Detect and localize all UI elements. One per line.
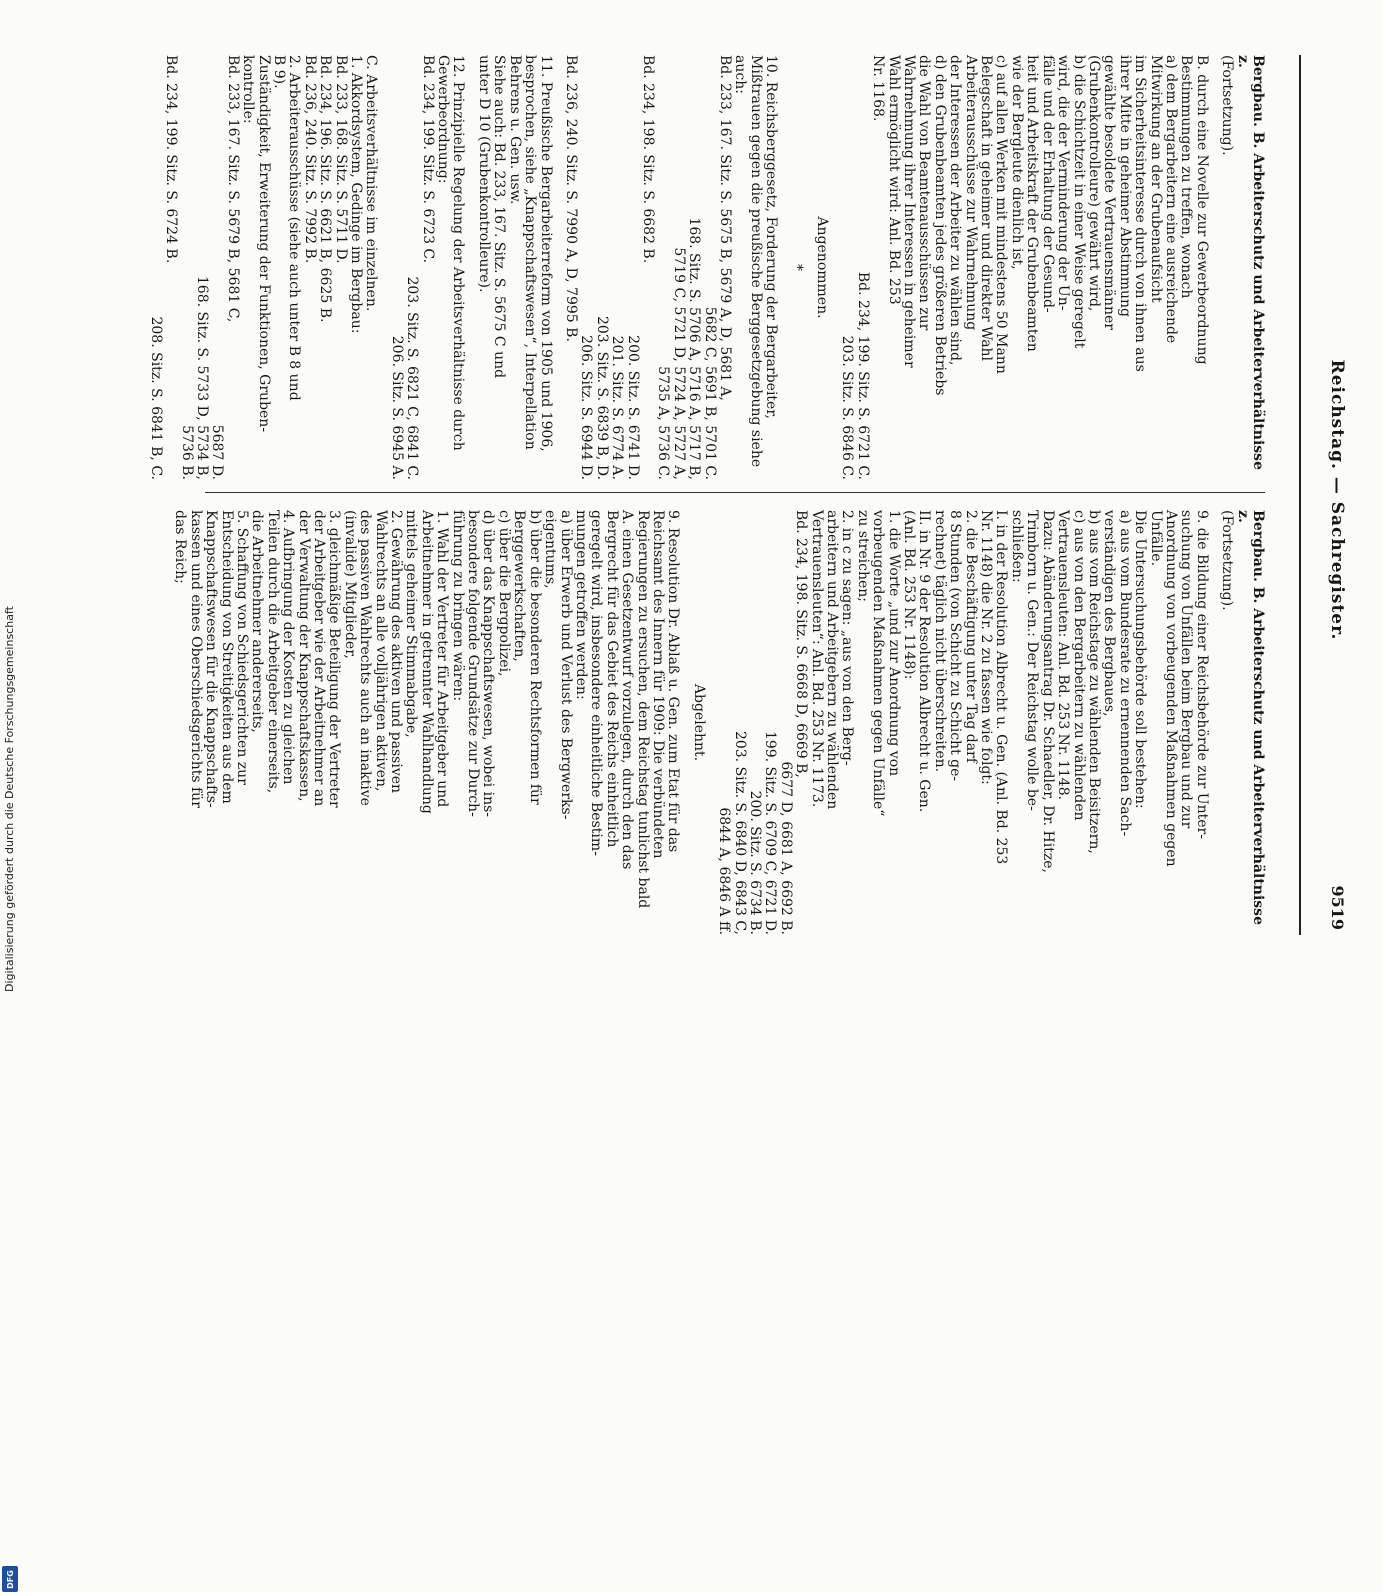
left-column-line: 168. Sitz. S. 5706 A, 5716 A, 5717 B, [686,217,703,480]
left-column-line: Bd. 234, 199. Sitz. S. 6724 B. [163,55,180,264]
right-column-line: (Anl. Bd. 253 Nr. 1148): [901,510,918,680]
left-column-line: Wahrnehmung ihrer Interessen in geheimer [901,55,918,368]
right-column-line: 9. die Bildung einer Reichsbehörde zur Unter- [1193,510,1210,839]
left-column-line: 11. Preußische Bergarbeiterreform von 1905 und 1906, [537,55,554,452]
left-column-line: 10. Reichsberggesetz, Forderung der Bergarbeiter, [763,55,780,419]
right-column-line: c) über die Bergpolizei, [495,510,512,677]
page-header [1313,70,1353,930]
left-column [147,55,1265,480]
right-column-line: geregelt wird, insbesondere einheitliche Bestim- [588,510,605,856]
left-column-line: Bd. 236, 240. Sitz. S. 7990 A, D, 7995 B. [562,55,579,342]
left-column-line: 203. Sitz. S. 6821 C, 6841 C. [404,276,421,480]
left-column-line: 5719 C, 5721 D, 5724 A, 5727 A, [670,247,687,480]
left-column-line: 5735 A, 5736 C. [655,366,672,480]
left-column-line: 201. Sitz. S. 6774 A. [609,335,626,480]
right-column-line: rechnet) täglich nicht überschreiten. [931,510,948,773]
right-column-line: verständigen des Bergbaues, [1101,510,1118,717]
page-number: 9519 [1328,885,1347,930]
left-column-line: auch: [732,55,749,94]
left-column-line: b) die Schichtzeit in einer Weise geregelt [1070,55,1087,349]
left-column-line: 203. Sitz. S. 6839 B, D. [593,315,610,480]
right-column-line: 2. Gewährung des aktiven und passiven [388,510,405,794]
left-column-line: 200. Sitz. S. 6741 D. [624,335,641,480]
right-column-line: Vertrauensleuten: Anl. Bd. 253 Nr. 1148. [1055,510,1072,801]
column-divider [205,492,1265,493]
left-column-line: a) dem Bergarbeitern eine ausreichende [1162,55,1179,344]
right-column-line: 4. Aufbringung der Kosten zu gleichen [280,510,297,785]
right-column-line: Unfälle. [1147,510,1164,567]
right-column-line: 6677 D, 6681 A, 6692 B. [777,761,794,935]
right-column-line: eigentums, [542,510,559,589]
left-column-line: Nr. 1168. [870,55,887,122]
left-column-line: d) den Grubenbeamten jedes größeren Betriebs [931,55,948,396]
left-column-line: unter D 10 (Grubenkontrolleure). [475,55,492,293]
left-column-line: Mißtrauen gegen die preußische Berggesetzgebung siehe [747,55,764,468]
left-column-line: 168. Sitz. S. 5733 D, 5734 B, [194,275,210,480]
left-column-line: B. durch eine Novelle zur Gewerbeordnung [1193,55,1210,365]
right-column-line: Abgelehnt. [690,683,707,762]
right-column-line: 1. Wahl der Vertreter für Arbeitgeber und [434,510,451,808]
right-column-line: c) aus von den Bergarbeitern zu wählenden [1070,510,1087,821]
left-column-line: wie der Bergleute dienlich ist, [1008,55,1025,270]
left-column-line: 12. Prinzipielle Regelung der Arbeitsverhältnisse durch [450,55,467,451]
right-column-line: führung zu bringen wären: [449,510,466,702]
left-column-line: 206. Sitz. S. 6945 A. [388,335,405,480]
left-column-line: (Grubenkontrolleure) gewährt wird, [1085,55,1102,312]
left-column-line: Bd. 233, 167. Sitz. S. 5675 B, 5679 A, D, 5681 A, [717,55,733,401]
left-column-line: gewählte besoldete Vertrauensmänner [1101,55,1118,330]
right-column-line: Dazu: Abänderungsantrag Dr. Schaedler, Dr. Hitze, [1039,510,1056,873]
left-column-line: 208. Sitz. S. 6841 B, C. [147,316,164,480]
right-column-line: Regierungen zu ersuchen, dem Reichstag tunlichst bald [634,510,651,909]
left-column-line: 5682 C, 5691 B, 5701 C. [701,306,718,480]
left-column-line: im Sicherheitsinteresse durch von ihnen aus [1132,55,1149,372]
left-column-line: kontrolle: [240,55,257,124]
right-column-line: kassen und eines Oberschiedsgerichts für [187,510,204,808]
funding-note: Digitalisierung gefördert durch die Deutsche Forschungsgemeinschaft [3,606,16,992]
right-column-line: b) aus vom Reichstage zu wählenden Beisitzern, [1085,510,1102,854]
right-column-line: schließen: [1008,510,1025,583]
left-column-line: Behrens u. Gen. usw. [506,55,523,205]
right-column-line: Reichsamt des Innern für 1909: Die verbündeten [649,510,666,859]
right-column-line: arbeitern und Arbeitgebern zu wählenden [824,510,841,810]
left-column-line: (Fortsetzung). [1219,55,1236,156]
right-column-line: Wahlrechts an alle volljährigen aktiven, [372,510,389,792]
right-column-line: Teilen durch die Arbeitgeber einerseits, [264,510,281,794]
right-column-line: A. einen Gesetzentwurf vorzulegen, durch den das [619,510,636,870]
left-column-line: Bd. 236, 240. Sitz. S. 7992 B. [301,55,318,264]
left-column-line: Arbeiterausschüsse zur Wahrnehmung [962,55,979,331]
right-column-line: b) über die besonderen Rechtsformen für [526,510,543,805]
right-column-line: 199. Sitz. S. 6709 C, 6721 D. [762,730,779,935]
left-column-line: Wahl ermöglicht wird: Anl. Bd. 253 [885,55,902,305]
right-column-line: a) über Erwerb und Verlust des Bergwerks- [557,510,574,820]
left-column-line: Angenommen. [814,216,831,319]
left-column-line: C. Arbeitsverhältnisse im einzelnen. [363,55,380,312]
right-column-line: 9. Resolution Dr. Ablaß u. Gen. zum Etat für das [665,510,682,853]
right-column-line: Bd. 234, 198. Sitz. S. 6668 D, 6669 B, [793,510,810,778]
left-column-line: Bd. 234, 198. Sitz. S. 6682 B. [639,55,656,264]
left-column-line: Bd. 233, 167. Sitz. S. 5679 B, 5681 C, [224,55,241,323]
left-column-line: 206. Sitz. S. 6944 D. [578,335,595,480]
right-column-line: Knappschaftswesen für die Knappschafts- [203,510,220,808]
right-column-line: besondere folgende Grundsätze zur Durch- [465,510,482,817]
right-column-line: die Arbeitnehmer andererseits, [249,510,266,733]
left-column-line: Gewerbeordnung: [435,55,452,184]
right-column-line: 5. Schaffung von Schiedsgerichten zur [234,510,250,785]
right-column-line: Entscheidung von Streitigkeiten aus dem [218,510,235,804]
left-column-line: 203. Sitz. S. 6846 C. [839,335,856,480]
right-column-line: (Fortsetzung). [1219,510,1236,611]
left-column-line: c) auf allen Werken mit mindestens 50 Mann [993,55,1010,374]
left-column-line: B 9). [271,55,288,89]
left-column-line: Bd. 234, 199. Sitz. S. 6721 C. [854,271,871,480]
right-column-line: d) über das Knappschaftswesen, wobei ins- [480,510,497,818]
left-column-line: Bergbau. B. Arbeiterschutz und Arbeiterverhältnisse z. [1234,55,1266,475]
right-column-line: der Arbeitgeber wie der Arbeitnehmer an [311,510,328,807]
left-column-line: heit und Arbeitskraft der Grubenbeamten [1024,55,1041,352]
header-rule [1299,55,1301,935]
right-column-line: zu streichen; [854,510,871,602]
left-column-line: * [788,264,805,271]
right-column-line: I. in der Resolution Albrecht u. Gen. (Anl. Bd. 253 [993,510,1010,865]
right-column-line: 203. Sitz. S. 6840 D, 6843 C, [731,730,748,935]
right-column-line: suchung von Unfällen beim Bergbau und zur [1178,510,1195,829]
right-column-line: Arbeitnehmer in getrennter Wahlhandlung [418,510,435,814]
right-column-line: 2. die Beschäftigung unter Tag darf [962,510,979,763]
left-column-line: Bd. 234, 196. Sitz. S. 6621 B, 6625 B. [317,55,334,323]
running-title: Reichstag. — Sachregister. [1327,359,1347,641]
right-column-line: 3. gleichmäßige Beteiligung der Vertreter [326,510,343,808]
right-column-line: Die Untersuchungsbehörde soll bestehen: [1132,510,1149,809]
right-column-line: Berggewerkschaften, [511,510,528,662]
right-column-line: 200. Sitz. S. 6734 B. [747,790,763,935]
right-column-line: (invalide) Mitglieder, [341,510,358,659]
left-column-line: Zuständigkeit, Erweiterung der Funktionen, Gruben- [255,55,272,433]
left-column-line: fälle und der Erhaltung der Gesund- [1039,55,1056,313]
left-column-line: Bd. 234, 199. Sitz. S. 6723 C. [419,55,436,264]
left-column-line: 5687 D. [209,424,226,480]
right-column-line: II. in Nr. 9 der Resolution Albrecht u. Gen. [916,510,933,813]
right-column-line: vorbeugenden Maßnahmen gegen Unfälle“ [870,510,887,817]
left-column-line: besprochen, siehe „Knappschaftswesen“, Interpellation [522,55,539,450]
right-column-line: Anordnung von vorbeugenden Maßnahmen gegen [1162,510,1179,867]
right-column-line: Trimborn u. Gen.: Der Reichstag wolle be- [1024,510,1041,811]
right-column-line: mungen getroffen werden: [572,510,589,700]
right-column-line: der Verwaltung der Knappschaftskassen, [295,510,312,802]
footer-band [0,600,22,1589]
right-column-line: das Reich; [172,510,189,584]
left-column-line: Belegschaft in geheimer und direkter Wahl [978,55,995,362]
right-column-line: Bergrecht für das Gebiet des Reichs einheitlich [603,510,620,848]
left-column-line: 1. Akkordsystem, Gedinge im Bergbau: [348,55,365,334]
right-column-line: Nr. 1148) die Nr. 2 zu fassen wie folgt: [978,510,995,785]
right-column-line: 8 Stunden (von Schicht zu Schicht ge- [947,510,964,782]
left-column-line: Bd. 233, 168. Sitz. S. 5711 D. [332,55,349,264]
dfg-logo-text: DFG [5,1569,15,1589]
right-column [172,510,1265,935]
left-column-line: die Wahl von Beamtenausschüssen zur [916,55,933,331]
left-column-line: Siehe auch: Bd. 233, 167. Sitz. S. 5675 C und [491,55,508,379]
right-column-line: a) aus vom Bundesrate zu ernennenden Sach- [1116,510,1133,837]
left-column-line: 5736 B. [178,425,195,480]
left-column-line: Bestimmungen zu treffen, wonach [1178,55,1195,299]
right-column-line: 1. die Worte „und zur Anordnung von [885,510,902,777]
left-column-line: 2. Arbeiterausschüsse (siehe auch unter B 8 und [286,55,303,401]
dfg-logo [2,1566,18,1592]
right-column-line: des passiven Wahlrechts auch an inaktive [357,510,374,806]
left-column-line: der Interessen der Arbeiter zu wählen sind, [947,55,964,366]
right-column-line: mittels geheimer Stimmabgabe, [403,510,420,738]
left-column-line: Mitwirkung an der Grubenaufsicht [1147,55,1164,303]
left-column-line: wird, die der Verminderung der Un- [1055,55,1072,311]
right-column-line: Vertrauensleuten“: Anl. Bd. 253 Nr. 1173. [808,510,825,808]
right-column-line: Bergbau. B. Arbeiterschutz und Arbeiterverhältnisse z. [1234,510,1266,930]
left-column-line: ihrer Mitte in geheimer Abstimmung [1116,55,1133,317]
right-column-line: 6844 A, 6846 A ff. [716,807,733,935]
right-column-line: 2. in c zu sagen: „aus von den Berg- [839,510,856,766]
